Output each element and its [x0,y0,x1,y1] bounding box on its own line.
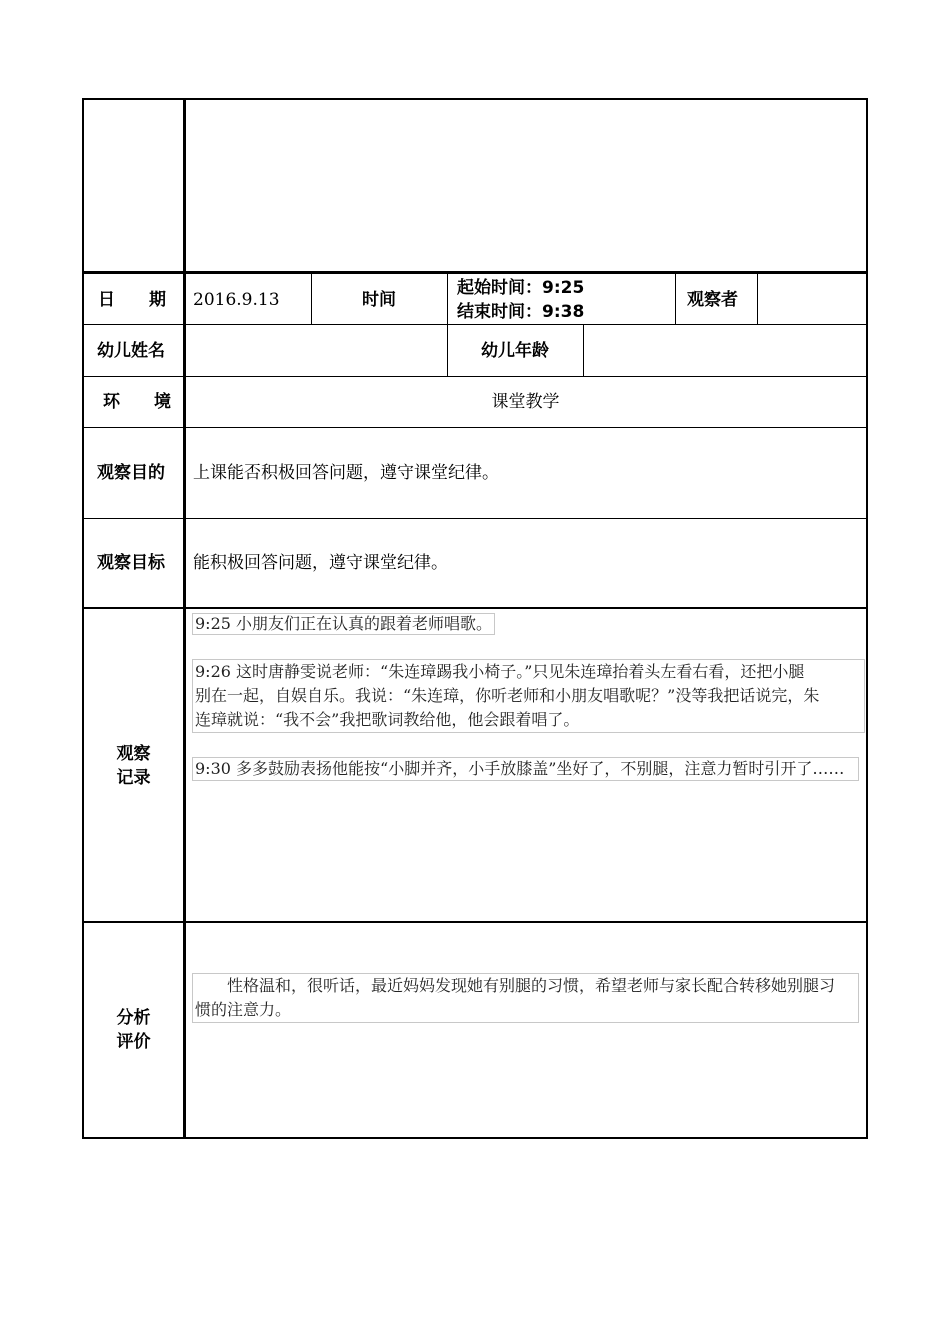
purpose-value: 上课能否积极回答问题，遵守课堂纪律。 [193,463,499,483]
table-border-right [866,98,868,1139]
row-line-env-bottom [82,427,868,428]
date-row-divider-4 [757,273,758,325]
row-line-date-bottom [82,324,868,325]
label-column-divider [183,98,186,1139]
date-row-divider-3 [675,273,676,325]
date-row-divider-2 [447,273,448,325]
analysis-text [192,973,859,1023]
record-entry-2-line-1: 9:26 这时唐静雯说老师：“朱连璋踢我小椅子。”只见朱连璋抬着头左看右看，还把小腿 [195,662,805,681]
record-label-line2: 记录 [116,768,151,788]
environment-label: 环 境 [103,392,171,412]
date-label: 日 期 [98,290,166,310]
name-row-divider-2 [583,325,584,377]
analysis-label-line1: 分析 [116,1008,151,1028]
purpose-label: 观察目的 [97,463,165,483]
record-entry-2 [192,659,865,733]
environment-value: 课堂教学 [491,392,560,412]
goal-label: 观察目标 [97,553,165,573]
record-entry-2-line-3: 连璋就说：“我不会”我把歌词教给他，他会跟着唱了。 [195,710,580,729]
time-label: 时间 [362,290,396,310]
start-time: 起始时间：9:25 [457,278,585,298]
analysis-label-line2: 评价 [116,1032,151,1052]
date-value: 2016.9.13 [193,290,280,310]
record-entry-3: 9:30 多多鼓励表扬他能按“小脚并齐，小手放膝盖”坐好了，不别腿，注意力暂时引开了…… [192,757,859,781]
child-age-label: 幼儿年龄 [481,341,549,361]
child-name-label: 幼儿姓名 [97,341,165,361]
record-label-line1: 观察 [116,744,151,764]
analysis-line-1: 性格温和，很听话，最近妈妈发现她有别腿的习惯，希望老师与家长配合转移她别腿习 [195,976,836,995]
table-border-top [82,98,868,100]
end-time: 结束时间：9:38 [457,302,585,322]
row-line-photo-bottom [82,271,868,274]
row-line-name-bottom [82,376,868,377]
goal-value: 能积极回答问题，遵守课堂纪律。 [193,553,448,573]
row-line-purpose-bottom [82,518,868,519]
row-line-goal-bottom [82,607,868,609]
table-border-left [82,98,84,1139]
table-border-bottom [82,1137,868,1139]
row-line-record-bottom [82,921,868,923]
observer-label: 观察者 [687,290,738,310]
analysis-line-2: 惯的注意力。 [195,1000,292,1019]
record-entry-2-line-2: 别在一起，自娱自乐。我说：“朱连璋，你听老师和小朋友唱歌呢？”没等我把话说完，朱 [195,686,820,705]
record-entry-1: 9:25 小朋友们正在认真的跟着老师唱歌。 [192,613,495,635]
